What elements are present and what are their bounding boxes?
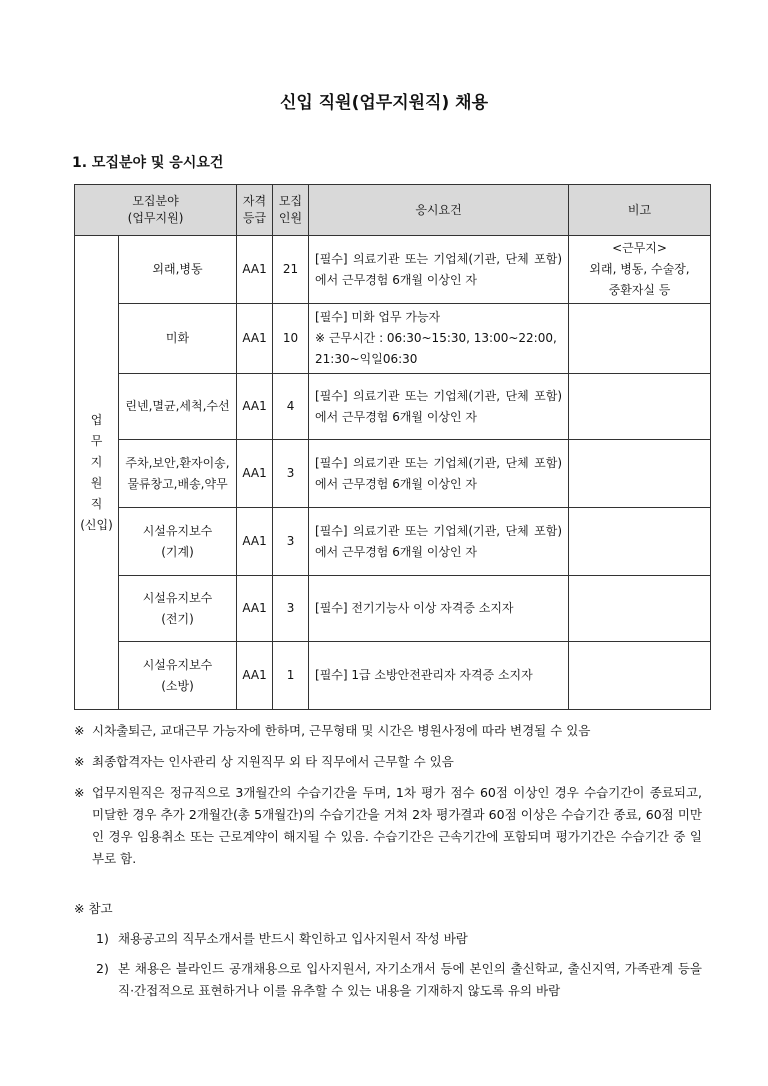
remarks-cell [569,576,711,642]
remarks-cell [569,440,711,508]
requirement-cell: [필수] 1급 소방안전관리자 자격증 소지자 [309,642,569,710]
section-heading: 1. 모집분야 및 응시요건 [72,155,224,171]
header-grade: 자격 등급 [237,185,273,236]
count-cell: 3 [273,440,309,508]
field-cell: 외래,병동 [119,236,237,304]
header-remarks: 비고 [569,185,711,236]
field-cell: 린넨,멸균,세척,수선 [119,374,237,440]
count-cell: 3 [273,576,309,642]
field-cell: 주차,보안,환자이송, 물류창고,배송,약무 [119,440,237,508]
note-item: ※ 업무지원직은 정규직으로 3개월간의 수습기간을 두며, 1차 평가 점수 60점 이상인 경우 수습기간이 종료되고, 미달한 경우 추가 2개월간(총 5개월간)의 수습기간을 거쳐 2차 평가결과 60점 이상은 수습기간 종료, 60점 미만인 경우 임용취소 또는 근로계약이 해지될 수 있음. 수습기간은 근속기간에 포함되며 평가기간은 수습기간 중 일부로 함. [74,785,702,866]
reference-item: 2) 본 채용은 블라인드 공개채용으로 입사지원서, 자기소개서 등에 본인의 출신학교, 출신지역, 가족관계 등을 직·간접적으로 표현하거나 이를 유추할 수 있는 내용을 기재하지 않도록 유의 바람 [96,961,702,998]
reference-item: 1) 채용공고의 직무소개서를 반드시 확인하고 입사지원서 작성 바람 [96,931,468,946]
count-cell: 21 [273,236,309,304]
header-count: 모집 인원 [273,185,309,236]
remarks-cell [569,508,711,576]
field-cell: 미화 [119,304,237,374]
count-cell: 10 [273,304,309,374]
reference-heading: ※ 참고 [74,901,113,916]
header-field: 모집분야 (업무지원) [75,185,237,236]
remarks-cell [569,374,711,440]
table-row [75,642,711,710]
grade-cell: AA1 [237,440,273,508]
requirement-cell: [필수] 미화 업무 가능자 ※ 근무시간 : 06:30~15:30, 13:00~22:00, 21:30~익일06:30 [309,304,569,374]
requirement-cell: [필수] 의료기관 또는 기업체(기관, 단체 포함)에서 근무경험 6개월 이상인 자 [309,374,569,440]
page-title: 신입 직원(업무지원직) 채용 [279,93,489,113]
header-requirements: 응시요건 [309,185,569,236]
table-row [75,236,711,304]
table-row [75,576,711,642]
count-cell: 1 [273,642,309,710]
field-cell: 시설유지보수 (기계) [119,508,237,576]
table-header-row [75,185,711,236]
requirement-cell: [필수] 의료기관 또는 기업체(기관, 단체 포함)에서 근무경험 6개월 이상인 자 [309,236,569,304]
count-cell: 3 [273,508,309,576]
grade-cell: AA1 [237,374,273,440]
grade-cell: AA1 [237,642,273,710]
note-item: ※ 시차출퇴근, 교대근무 가능자에 한하며, 근무형태 및 시간은 병원사정에 따라 변경될 수 있음 [74,723,591,738]
remarks-cell [569,304,711,374]
remarks-cell: <근무지> 외래, 병동, 수술장, 중환자실 등 [569,236,711,304]
note-item: ※ 최종합격자는 인사관리 상 지원직무 외 타 직무에서 근무할 수 있음 [74,754,454,769]
remarks-cell [569,642,711,710]
field-cell: 시설유지보수 (전기) [119,576,237,642]
count-cell: 4 [273,374,309,440]
field-cell: 시설유지보수 (소방) [119,642,237,710]
grade-cell: AA1 [237,508,273,576]
requirement-cell: [필수] 의료기관 또는 기업체(기관, 단체 포함)에서 근무경험 6개월 이상인 자 [309,440,569,508]
requirement-cell: [필수] 의료기관 또는 기업체(기관, 단체 포함)에서 근무경험 6개월 이상인 자 [309,508,569,576]
table-row [75,508,711,576]
table-row [75,304,711,374]
group-label-cell: 업 무 지 원 직 (신입) [75,236,119,710]
notes-section [74,720,702,879]
table-row [75,374,711,440]
grade-cell: AA1 [237,576,273,642]
requirement-cell: [필수] 전기기능사 이상 자격증 소지자 [309,576,569,642]
grade-cell: AA1 [237,304,273,374]
recruitment-table [74,184,711,710]
grade-cell: AA1 [237,236,273,304]
reference-section [74,898,702,1010]
table-row [75,440,711,508]
